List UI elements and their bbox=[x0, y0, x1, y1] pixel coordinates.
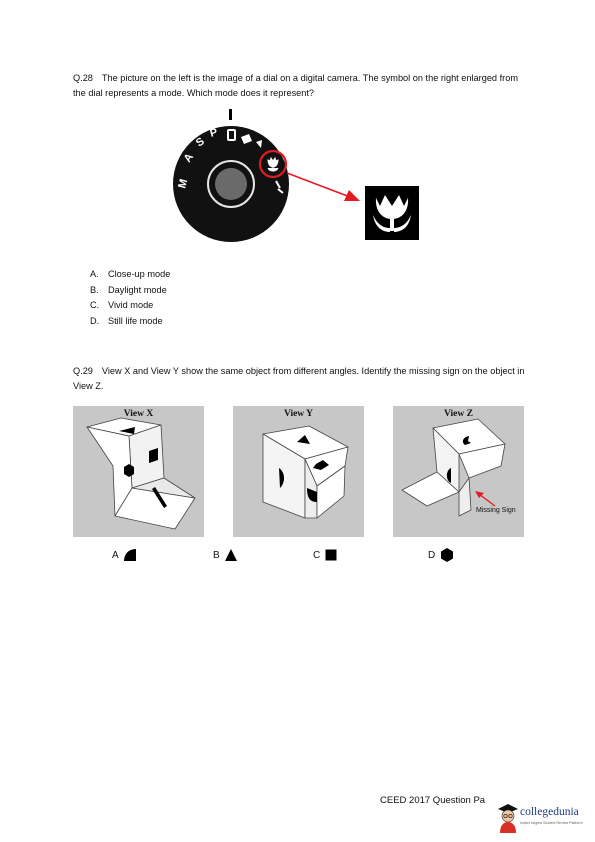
tulip-stem-icon bbox=[390, 218, 394, 231]
footer-text: CEED 2017 Question Pa bbox=[380, 795, 486, 806]
q29-option-d[interactable]: D bbox=[428, 545, 455, 565]
q29-option-a[interactable]: A bbox=[112, 545, 137, 565]
q28-option-d[interactable]: D. Still life mode bbox=[90, 315, 163, 326]
q28-number: Q.28 bbox=[73, 73, 93, 83]
q28-option-b[interactable]: B. Daylight mode bbox=[90, 284, 167, 295]
camera-dial-figure bbox=[172, 105, 422, 245]
q28-options bbox=[90, 267, 170, 329]
q28-option-c[interactable]: C. Vivid mode bbox=[90, 300, 154, 311]
dial-letter-m: M bbox=[176, 177, 191, 190]
q28-question bbox=[73, 71, 533, 101]
q29-number: Q.29 bbox=[73, 366, 93, 376]
student-mascot-icon bbox=[497, 803, 519, 833]
view-z-object bbox=[393, 406, 524, 537]
view-y-panel bbox=[233, 406, 364, 537]
view-y-label: View Y bbox=[283, 409, 314, 419]
dial-letter-s: S bbox=[193, 135, 207, 150]
q28-option-a[interactable]: A. Close-up mode bbox=[90, 269, 171, 279]
brand-name: collegedunia bbox=[520, 806, 579, 818]
q29-text: View X and View Y show the same object from different angles. Identify the missing sign on the object in View Z. bbox=[73, 366, 525, 391]
view-z-panel bbox=[393, 406, 524, 537]
pointer-arrow-line bbox=[287, 173, 350, 197]
view-x-panel bbox=[73, 406, 204, 537]
brand-tagline: India's largest Student Review Platform bbox=[520, 821, 583, 825]
square-icon bbox=[324, 548, 338, 562]
view-y-object bbox=[233, 406, 364, 537]
dial-center-button bbox=[215, 168, 247, 200]
q28-text: The picture on the left is the image of a dial on a digital camera. The symbol on the right enlarged from the dial represents a mode. Which mode does it represent? bbox=[73, 73, 518, 98]
q29-option-b[interactable]: B bbox=[213, 545, 238, 565]
q29-option-c[interactable]: C bbox=[313, 545, 338, 565]
missing-sign-label: Missing Sign bbox=[476, 507, 516, 514]
view-z-label: View Z bbox=[444, 409, 473, 419]
dial-index-mark bbox=[229, 109, 232, 120]
dial-letter-a: A bbox=[181, 151, 197, 165]
hexagon-icon bbox=[439, 547, 455, 563]
dial-letter-p: P bbox=[208, 126, 219, 140]
missing-sign-arrow-line bbox=[479, 494, 495, 506]
view-x-label: View X bbox=[123, 409, 154, 419]
view-x-object bbox=[73, 406, 204, 537]
quarter-circle-icon bbox=[123, 548, 137, 562]
q29-question bbox=[73, 364, 533, 394]
triangle-icon bbox=[224, 548, 238, 562]
brand-logo bbox=[497, 800, 595, 836]
